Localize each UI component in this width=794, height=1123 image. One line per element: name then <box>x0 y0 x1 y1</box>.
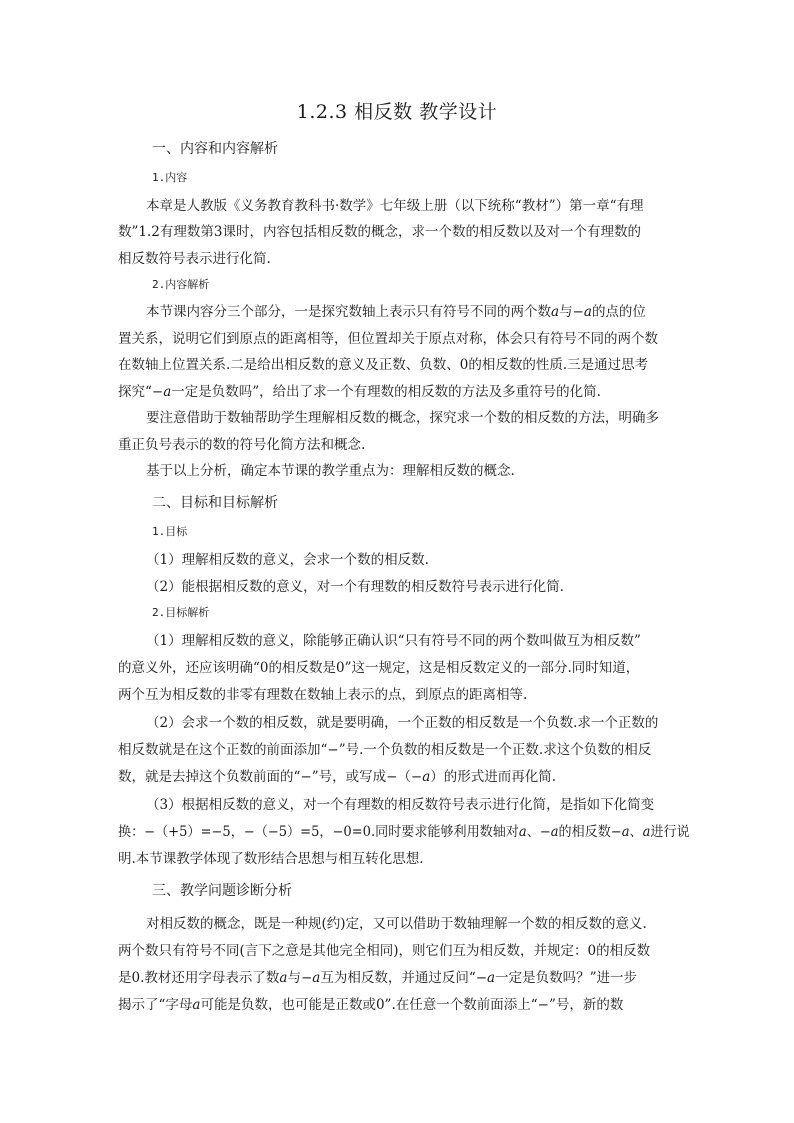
text-run: 换：−（+5）=−5，−（−5）=5，−0=0.同时要求能够利用数轴对 <box>118 824 519 840</box>
variable-a: a <box>422 769 431 785</box>
variable-a: a <box>192 997 201 1013</box>
variable-a: a <box>551 304 560 320</box>
paragraph-line: 数”1.2有理数第3课时，内容包括相反数的概念，求一个数的相反数以及对一个有理数的 <box>118 224 641 240</box>
variable-a: a <box>642 824 651 840</box>
goal-item: （2）能根据相反数的意义，对一个有理数的相反数符号表示进行化简. <box>146 579 564 595</box>
paragraph-line: 两个互为相反数的非零有理数在数轴上表示的点，到原点的距离相等. <box>118 687 528 703</box>
text-run: 数，就是去掉这个负数前面的“−”号，或写成−（− <box>118 769 423 785</box>
page-title: 1.2.3 相反数 教学设计 <box>296 101 498 123</box>
paragraph-line: 在数轴上位置关系.二是给出相反数的意义及正数、负数、0的相反数的性质.三是通过思考 <box>118 357 649 373</box>
variable-a: a <box>550 824 559 840</box>
text-run: 是0.教材还用字母表示了数 <box>118 970 280 986</box>
variable-a: a <box>621 824 630 840</box>
text-run: 的相反数− <box>558 824 622 840</box>
paragraph-line <box>118 822 690 842</box>
paragraph-line: 重正负号表示的数的符号化简方法和概念. <box>118 437 366 453</box>
paragraph-line: （2）会求一个数的相反数，就是要明确，一个正数的相反数是一个负数.求一个正数的 <box>146 715 659 731</box>
section-heading-goals: 二、目标和目标解析 <box>152 495 278 511</box>
text-run: 与− <box>287 970 313 986</box>
paragraph-line: 对相反数的概念，既是一种规(约)定，又可以借助于数轴理解一个数的相反数的意义. <box>146 916 647 932</box>
text-run: 可能是负数，也可能是正数或0”.在任意一个数前面添上“−”号，新的数 <box>200 997 624 1013</box>
subheading-goal-analysis: 2.目标解析 <box>152 606 210 619</box>
paragraph-line: 基于以上分析，确定本节课的教学重点为：理解相反数的概念. <box>146 463 515 479</box>
subheading-content-analysis: 2.内容解析 <box>152 278 210 291</box>
section-heading-diagnosis: 三、教学问题诊断分析 <box>152 883 292 899</box>
variable-a: a <box>518 824 527 840</box>
goal-item: （1）理解相反数的意义，会求一个数的相反数. <box>146 552 429 568</box>
paragraph-line: 相反数就是在这个正数的前面添加“−”号.一个负数的相反数是一个正数.求这个负数的相反 <box>118 742 652 758</box>
paragraph-line: 要注意借助于数轴帮助学生理解相反数的概念，探究求一个数的相反数的方法，明确多 <box>146 410 659 426</box>
variable-a: a <box>487 970 496 986</box>
paragraph-line: 的意义外，还应该明确“0的相反数是0”这一规定，这是相反数定义的一部分.同时知道， <box>118 660 640 676</box>
paragraph-line: 本章是人教版《义务教育教科书·数学》七年级上册（以下统称“教材”）第一章“有理 <box>146 198 644 214</box>
text-run: ）的形式进而再化简. <box>430 769 557 785</box>
variable-a: a <box>312 970 321 986</box>
text-run: 、− <box>526 824 551 840</box>
text-run: 进行说 <box>650 824 690 840</box>
text-run: 一定是负数吗”，给出了求一个有理数的相反数的方法及多重符号的化简. <box>171 384 601 400</box>
text-run: 探究“− <box>118 384 164 400</box>
text-run: 的点的位 <box>591 304 646 320</box>
text-run: 、 <box>629 824 643 840</box>
paragraph-line: （3）根据相反数的意义，对一个有理数的相反数符号表示进行化简，是指如下化简变 <box>146 797 655 813</box>
paragraph-line <box>118 767 556 787</box>
paragraph-line: 置关系，说明它们到原点的距离相等，但位置却关于原点对称，体会只有符号不同的两个数 <box>118 331 658 347</box>
text-run: 本节课内容分三个部分，一是探究数轴上表示只有符号不同的两个数 <box>146 304 551 320</box>
subheading-content: 1.内容 <box>152 171 188 184</box>
text-run: 揭示了“字母 <box>118 997 193 1013</box>
variable-a: a <box>163 384 172 400</box>
text-run: 互为相反数，并通过反问“− <box>320 970 488 986</box>
paragraph-line <box>118 995 623 1015</box>
paragraph-line: 明.本节课教学体现了数形结合思想与相互转化思想. <box>118 851 424 867</box>
paragraph-line: 相反数符号表示进行化简. <box>118 251 271 267</box>
variable-a: a <box>279 970 288 986</box>
paragraph-line <box>118 968 637 988</box>
variable-a: a <box>583 304 592 320</box>
paragraph-line <box>146 302 646 322</box>
subheading-goals: 1.目标 <box>152 525 188 538</box>
paragraph-line: 两个数只有符号不同(言下之意是其他完全相同)，则它们互为相反数，并规定：0的相反数 <box>118 943 651 959</box>
section-heading-content: 一、内容和内容解析 <box>152 141 278 157</box>
text-run: 与− <box>559 304 584 320</box>
paragraph-line: （1）理解相反数的意义，除能够正确认识“只有符号不同的两个数叫做互为相反数” <box>146 633 641 649</box>
paragraph-line <box>118 382 601 402</box>
text-run: 一定是负数吗？”进一步 <box>495 970 638 986</box>
